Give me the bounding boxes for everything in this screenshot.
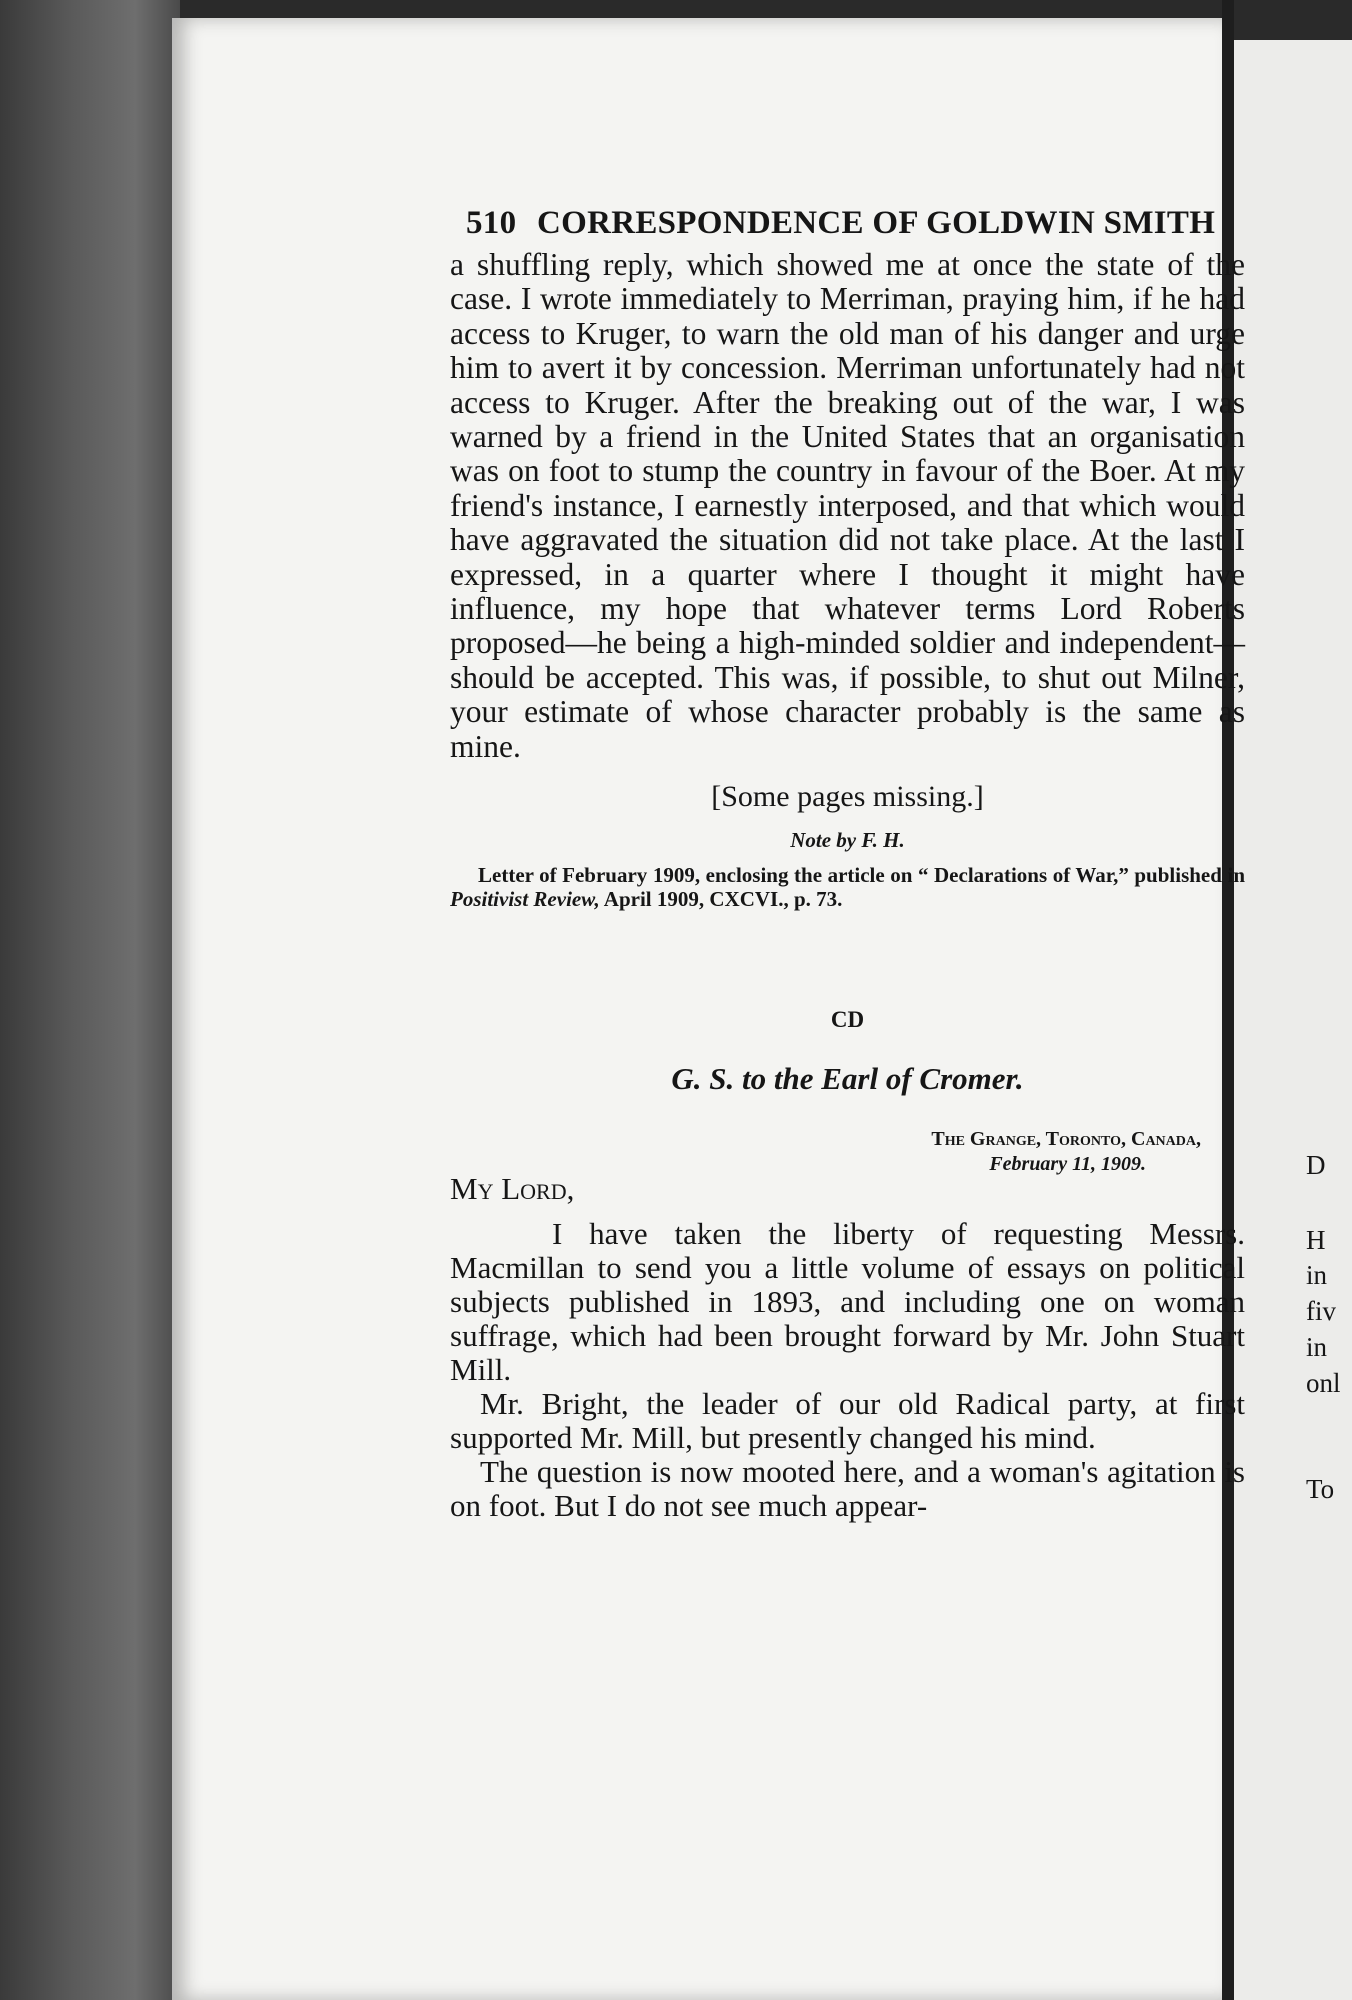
note-journal: Positivist Review, xyxy=(450,887,600,912)
missing-pages-note: [Some pages missing.] xyxy=(711,780,984,814)
letter-dateline xyxy=(450,1127,1201,1177)
note-text-after: April 1909, CXCVI., p. 73. xyxy=(599,887,843,912)
running-header xyxy=(466,205,1245,242)
note-text-before: Letter of February 1909, enclosing the article on “ Declarations of War,” published in xyxy=(478,863,1245,888)
adjacent-page-fragment: in xyxy=(1306,1332,1328,1362)
letter-paragraph: Mr. Bright, the leader of our old Radical party, at first supported Mr. Mill, but presently changed his mind. xyxy=(450,1386,1245,1456)
adjacent-page-fragment: H xyxy=(1306,1225,1326,1255)
letter-date: February 11, 1909. xyxy=(989,1153,1146,1176)
book-spine-shadow xyxy=(0,0,180,2000)
running-head-title: CORRESPONDENCE OF GOLDWIN SMITH xyxy=(536,205,1216,241)
adjacent-page-fragment: in xyxy=(1306,1260,1328,1290)
editor-note-title: Note by F. H. xyxy=(790,828,905,853)
letter-address: The Grange, Toronto, Canada, xyxy=(931,1128,1201,1151)
adjacent-page xyxy=(1232,40,1352,2000)
letter-paragraph: The question is now mooted here, and a woman's agitation is on foot. But I do not see much appear- xyxy=(450,1454,1245,1524)
letter-salutation: My Lord, xyxy=(450,1171,575,1207)
letter-paragraph: I have taken the liberty of requesting Messrs. Macmillan to send you a little volume of essays on political subjects published in 1893, and including one on woman suffrage, which had been brought forward by Mr. John Stuart Mill. xyxy=(450,1216,1245,1388)
editor-note-text xyxy=(450,863,1245,911)
adjacent-page-fragment: fiv xyxy=(1306,1296,1336,1326)
letter-title: G. S. to the Earl of Cromer. xyxy=(671,1061,1024,1097)
continuation-paragraph: a shuffling reply, which showed me at once the state of the case. I wrote immediately to Merriman, praying him, if he had access to Kruger, to warn the old man of his danger and urge him to avert it by concession. Merriman unfortunately had not access to Kruger. After the breaking out of the war, I was warned by a friend in the United States that an organisation was on foot to stump the country in favour of the Boer. At my friend's instance, I earnestly interposed, and that which would have aggravated the situation did not take place. At the last I expressed, in a quarter where I thought it might have influence, my hope that whatever terms Lord Roberts proposed—he being a high-minded soldier and independent—should be accepted. This was, if possible, to shut out Milner, your estimate of whose character probably is the same as mine. xyxy=(450,247,1245,764)
adjacent-page-fragment: D xyxy=(1306,1150,1326,1180)
adjacent-page-fragment: onl xyxy=(1306,1368,1341,1398)
page-number: 510 xyxy=(466,205,517,241)
page-content xyxy=(450,205,1245,1523)
letter-number: CD xyxy=(830,1007,865,1033)
adjacent-page-fragment: To xyxy=(1306,1474,1335,1504)
